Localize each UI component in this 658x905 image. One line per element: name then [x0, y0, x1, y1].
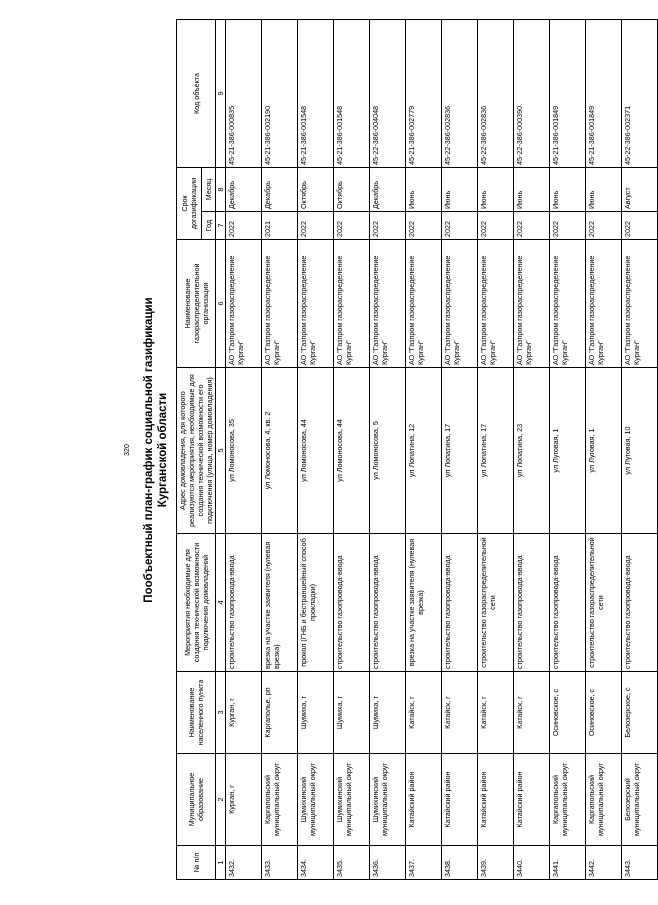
row-month: Июнь — [442, 168, 478, 212]
row-year: 2022 — [298, 212, 334, 240]
column-number: 2 — [216, 754, 226, 846]
column-number: 1 — [216, 846, 226, 880]
title-line-2: Курганской области — [157, 392, 169, 508]
row-num: 3432. — [226, 846, 262, 880]
row-year: 2022 — [478, 212, 514, 240]
gasification-table — [176, 19, 658, 880]
column-number: 9 — [216, 20, 226, 168]
row-organization: АО "Газпром газораспределение Курган" — [226, 240, 262, 368]
row-month: Декабрь — [262, 168, 298, 212]
page-number: 320 — [124, 444, 131, 456]
header-row — [177, 20, 202, 880]
row-municipality: Белозерский муниципальный округ — [622, 754, 658, 846]
row-month: Август — [622, 168, 658, 212]
row-municipality: Шумихинский муниципальный округ — [334, 754, 370, 846]
row-activity: строительство газопровода-ввода — [514, 534, 550, 672]
row-municipality: Каргапольский муниципальный округ — [550, 754, 586, 846]
row-municipality: Катайский район — [478, 754, 514, 846]
row-activity: строительство газопровода-ввода — [442, 534, 478, 672]
column-number: 8 — [216, 168, 226, 212]
row-month: Июнь — [478, 168, 514, 212]
row-address: ул Ломоносова, 4, кв. 2 — [262, 368, 298, 534]
row-municipality: Шумихинский муниципальный округ — [370, 754, 406, 846]
column-number: 4 — [216, 534, 226, 672]
row-municipality: Катайский район — [442, 754, 478, 846]
table-row — [370, 20, 406, 880]
row-month: Июнь — [550, 168, 586, 212]
column-number: 6 — [216, 240, 226, 368]
title-line-1: Пообъектный план-график социальной газификации — [143, 297, 155, 603]
row-organization: АО "Газпром газораспределение Курган" — [370, 240, 406, 368]
row-settlement: Катайск, г — [478, 672, 514, 754]
row-municipality: Каргапольский муниципальный округ — [262, 754, 298, 846]
row-code: 45-21-386-001548 — [298, 20, 334, 168]
row-num: 3438. — [442, 846, 478, 880]
row-num: 3441. — [550, 846, 586, 880]
rotated-landscape-page — [120, 20, 640, 880]
row-activity: прокол (ГНБ и бестраншейный способ прокладки) — [298, 534, 334, 672]
document-title — [142, 20, 170, 880]
table-row — [334, 20, 370, 880]
row-num: 3434. — [298, 846, 334, 880]
row-address: ул Луговая, 1 — [586, 368, 622, 534]
row-num: 3435. — [334, 846, 370, 880]
row-settlement: Осиновское, с — [550, 672, 586, 754]
row-municipality: Катайский район — [514, 754, 550, 846]
table-row — [226, 20, 262, 880]
row-code: 45-21-386-001849 — [586, 20, 622, 168]
row-organization: АО "Газпром газораспределение Курган" — [406, 240, 442, 368]
row-month: Декабрь — [370, 168, 406, 212]
row-year: 2022 — [442, 212, 478, 240]
table-row — [622, 20, 658, 880]
row-settlement: Каргаполье, рп — [262, 672, 298, 754]
row-month: Октябрь — [334, 168, 370, 212]
table-row — [406, 20, 442, 880]
row-municipality: Курган, г — [226, 754, 262, 846]
row-code: 45-22-386-002371 — [622, 20, 658, 168]
row-activity: строительство газораспределительной сети — [478, 534, 514, 672]
table-row — [298, 20, 334, 880]
header-code: Код объекта — [177, 20, 216, 168]
row-year: 2022 — [514, 212, 550, 240]
row-month: Июнь — [406, 168, 442, 212]
row-code: 45-21-386-002779 — [406, 20, 442, 168]
row-num: 3436. — [370, 846, 406, 880]
row-settlement: Катайск, г — [514, 672, 550, 754]
row-year: 2022 — [550, 212, 586, 240]
row-code: 45-22-386-000390 — [514, 20, 550, 168]
row-municipality: Катайский район — [406, 754, 442, 846]
header-settlement: Наименование населенного пункта — [177, 672, 216, 754]
row-year: 2022 — [586, 212, 622, 240]
row-organization: АО "Газпром газораспределение Курган" — [442, 240, 478, 368]
row-activity: строительство газопровода-ввода — [226, 534, 262, 672]
row-year: 2022 — [406, 212, 442, 240]
header-organization: Наименование газораспределительной организации — [177, 240, 216, 368]
table-row — [262, 20, 298, 880]
row-municipality: Каргапольский муниципальный округ — [586, 754, 622, 846]
row-address: ул Лопатина, 17 — [478, 368, 514, 534]
header-municipality: Муниципальное образование — [177, 754, 216, 846]
table-row — [478, 20, 514, 880]
row-organization: АО "Газпром газораспределение Курган" — [550, 240, 586, 368]
row-year: 2021 — [262, 212, 298, 240]
header-month: Месяц — [201, 168, 215, 212]
row-month: Июнь — [514, 168, 550, 212]
row-code: 45-21-386-001849 — [550, 20, 586, 168]
row-activity: строительство газопровода-ввода — [334, 534, 370, 672]
row-settlement: Шумиха, г — [298, 672, 334, 754]
row-num: 3439. — [478, 846, 514, 880]
row-organization: АО "Газпром газораспределение Курган" — [478, 240, 514, 368]
column-number: 3 — [216, 672, 226, 754]
column-number: 7 — [216, 212, 226, 240]
row-year: 2022 — [370, 212, 406, 240]
row-settlement: Шумиха, г — [370, 672, 406, 754]
row-address: ул Ломоносова, 44 — [334, 368, 370, 534]
row-code: 45-22-386-002836 — [478, 20, 514, 168]
row-month: Декабрь — [226, 168, 262, 212]
row-address: ул Луговая, 10 — [622, 368, 658, 534]
row-num: 3433. — [262, 846, 298, 880]
table-row — [514, 20, 550, 880]
row-settlement: Белозерское, с — [622, 672, 658, 754]
row-address: ул Лопатина, 17 — [442, 368, 478, 534]
row-settlement: Курган, г — [226, 672, 262, 754]
row-settlement: Осиновское, с — [586, 672, 622, 754]
row-activity: врезка на участке заявителя (нулевая врезка) — [262, 534, 298, 672]
row-address: ул Ломоносова, 35 — [226, 368, 262, 534]
row-organization: АО "Газпром газораспределение Курган" — [622, 240, 658, 368]
row-year: 2022 — [226, 212, 262, 240]
row-settlement: Катайск, г — [442, 672, 478, 754]
row-code: 45-22-386-004048 — [370, 20, 406, 168]
row-activity: строительство газопровода-ввода — [370, 534, 406, 672]
row-address: ул Луговая, 1 — [550, 368, 586, 534]
row-address: ул Ломоносова, 44 — [298, 368, 334, 534]
column-number-row — [216, 20, 226, 880]
row-address: ул Лопатина, 23 — [514, 368, 550, 534]
row-num: 3443. — [622, 846, 658, 880]
row-code: 45-22-386-002836 — [442, 20, 478, 168]
row-settlement: Катайск, г — [406, 672, 442, 754]
column-number: 5 — [216, 368, 226, 534]
row-num: 3437. — [406, 846, 442, 880]
row-year: 2022 — [622, 212, 658, 240]
header-activity: Мероприятия необходимые для создания технической возможности подключения домовладений — [177, 534, 216, 672]
table-row — [442, 20, 478, 880]
header-address: Адрес домовладения, для которого реализуются мероприятия, необходимые для создания технической возможности его подключения (улица, номер домовладения) — [177, 368, 216, 534]
row-code: 45-21-386-000835 — [226, 20, 262, 168]
row-activity: строительство газораспределительной сети — [586, 534, 622, 672]
table-row — [550, 20, 586, 880]
row-year: 2022 — [334, 212, 370, 240]
row-code: 45-21-386-002190 — [262, 20, 298, 168]
header-deadline: Срок догазификации — [177, 168, 202, 240]
row-address: ул Ломоносова, 5 — [370, 368, 406, 534]
row-organization: АО "Газпром газораспределение Курган" — [514, 240, 550, 368]
row-organization: АО "Газпром газораспределение Курган" — [334, 240, 370, 368]
row-code: 45-21-386-001548 — [334, 20, 370, 168]
header-year: Год — [201, 212, 215, 240]
row-address: ул Лопатина, 12 — [406, 368, 442, 534]
row-num: 3440. — [514, 846, 550, 880]
table-row — [586, 20, 622, 880]
row-settlement: Шумиха, г — [334, 672, 370, 754]
row-num: 3442. — [586, 846, 622, 880]
row-activity: врезка на участке заявителя (нулевая врезка) — [406, 534, 442, 672]
row-activity: строительство газопровода-ввода — [550, 534, 586, 672]
row-organization: АО "Газпром газораспределение Курган" — [262, 240, 298, 368]
row-month: Октябрь — [298, 168, 334, 212]
row-activity: строительство газопровода-ввода — [622, 534, 658, 672]
row-municipality: Шумихинский муниципальный округ — [298, 754, 334, 846]
header-num: № п/п — [177, 846, 216, 880]
row-organization: АО "Газпром газораспределение Курган" — [586, 240, 622, 368]
row-month: Июнь — [586, 168, 622, 212]
row-organization: АО "Газпром газораспределение Курган" — [298, 240, 334, 368]
